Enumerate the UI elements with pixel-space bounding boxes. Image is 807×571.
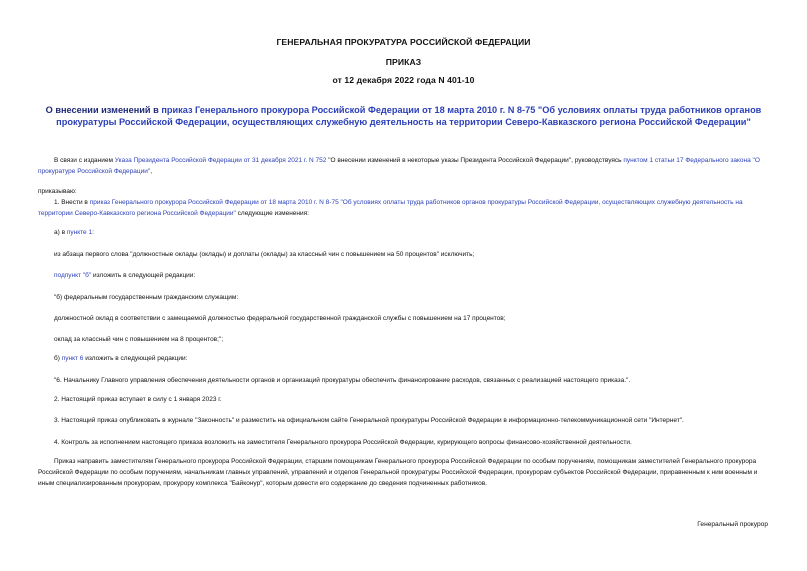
item4-paragraph: 4. Контроль за исполнением настоящего приказа возложить на заместителя Генерального прокурора Российской Федерации, курирующего вопросы финансово-хозяйственной деятельности. — [54, 439, 632, 446]
podpunkt-text: изложить в следующей редакции: — [91, 272, 196, 279]
subitem-b-link[interactable]: пункт 6 — [61, 355, 84, 362]
title-prefix: О внесении изменений в — [45, 105, 162, 115]
preamble-text-2: "О внесении изменений в некоторые указы Президента Российской Федерации", руководствуясь — [326, 157, 624, 164]
abzac-paragraph: из абзаца первого слова "должностные оклады (оклады) и доплаты (оклады) за классный чин с повышением на 50 процентов" исключить; — [54, 251, 475, 258]
subitem-a-text-1: а) в — [54, 229, 67, 236]
subitem-a-text-2: : — [92, 229, 94, 236]
b-quote-paragraph: "б) федеральным государственным гражданским служащим: — [54, 294, 239, 301]
podpunkt-paragraph — [54, 270, 769, 281]
preamble-text-1: В связи с изданием — [54, 157, 115, 164]
subitem-a-link[interactable]: пункте 1 — [66, 229, 93, 236]
signature-title: Генеральный прокурор — [697, 521, 768, 528]
item2-paragraph: 2. Настоящий приказ вступает в силу с 1 января 2023 г. — [54, 396, 222, 403]
title-link[interactable]: приказ Генерального прокурора Российской Федерации от 18 марта 2010 г. N 8-75 "Об условиях оплаты труда работников органов прокуратуры Российской Федерации, осуществляющих служебную деятельность на территории Северо-Кавказского региона Российской Федерации" — [56, 105, 762, 127]
date-number-heading: от 12 декабря 2022 года N 401-10 — [332, 75, 475, 85]
document-title — [40, 104, 767, 128]
item1-text-2: следующие изменения: — [235, 210, 309, 217]
item3-paragraph: 3. Настоящий приказ опубликовать в журнале "Законность" и разместить на официальном сайте Генеральной прокуратуры Российской Федерации в информационно-телекоммуникационной сети "Интернет". — [54, 417, 684, 424]
podpunkt-link[interactable]: подпункт "б" — [54, 272, 92, 279]
prikazyvayu-line: приказываю: — [38, 188, 77, 195]
doc-type-heading: ПРИКАЗ — [385, 57, 422, 67]
subitem-a — [54, 227, 769, 238]
oklad-paragraph-2: оклад за классный чин с повышением на 8 процентов;"; — [54, 336, 224, 343]
preamble-link-law[interactable]: пунктом 1 статьи 17 Федерального закона "О прокуратуре Российской Федерации" — [38, 157, 760, 175]
rassylka-paragraph: Приказ направить заместителям Генерального прокурора Российской Федерации, старшим помощникам Генерального прокурора Российской Федерации по особым поручениям, помощникам заместителей Генерального прокурора Российской Федерации по особым поручениям, начальникам главных управлений, управлений и отделов Генеральной прокуратуры Российской Федерации, прокурорам субъектов Российской Федерации, приравненным к ним военным и иным специализированным прокурорам, прокурору комплекса "Байконур", которым довести его содержание до сведения подчиненных работников. — [38, 458, 758, 487]
preamble-paragraph — [38, 155, 769, 177]
item1-paragraph — [38, 197, 769, 219]
preamble-text-3: , — [150, 168, 152, 175]
subitem-b-text-1: б) — [54, 355, 62, 362]
p6-paragraph: "6. Начальнику Главного управления обеспечения деятельности органов и организаций прокуратуры обеспечить финансирование расходов, связанных с реализацией настоящего приказа.". — [54, 377, 631, 384]
item1-link-order[interactable]: приказ Генерального прокурора Российской Федерации от 18 марта 2010 г. N 8-75 "Об условиях оплаты труда работников органов прокуратуры Российской Федерации, осуществляющих служебную деятельность на территории Северо-Кавказского региона Российской Федерации" — [38, 199, 743, 217]
item1-text-1: 1. Внести в — [54, 199, 90, 206]
oklad-paragraph-1: должностной оклад в соответствии с замещаемой должностью федеральной государственной гражданской службы с повышением на 17 процентов; — [54, 315, 506, 322]
preamble-link-decree[interactable]: Указа Президента Российской Федерации от 31 декабря 2021 г. N 752 — [114, 157, 327, 164]
subitem-b — [54, 353, 769, 364]
subitem-b-text-2: изложить в следующей редакции: — [83, 355, 188, 362]
org-heading: ГЕНЕРАЛЬНАЯ ПРОКУРАТУРА РОССИЙСКОЙ ФЕДЕРАЦИИ — [276, 37, 531, 47]
